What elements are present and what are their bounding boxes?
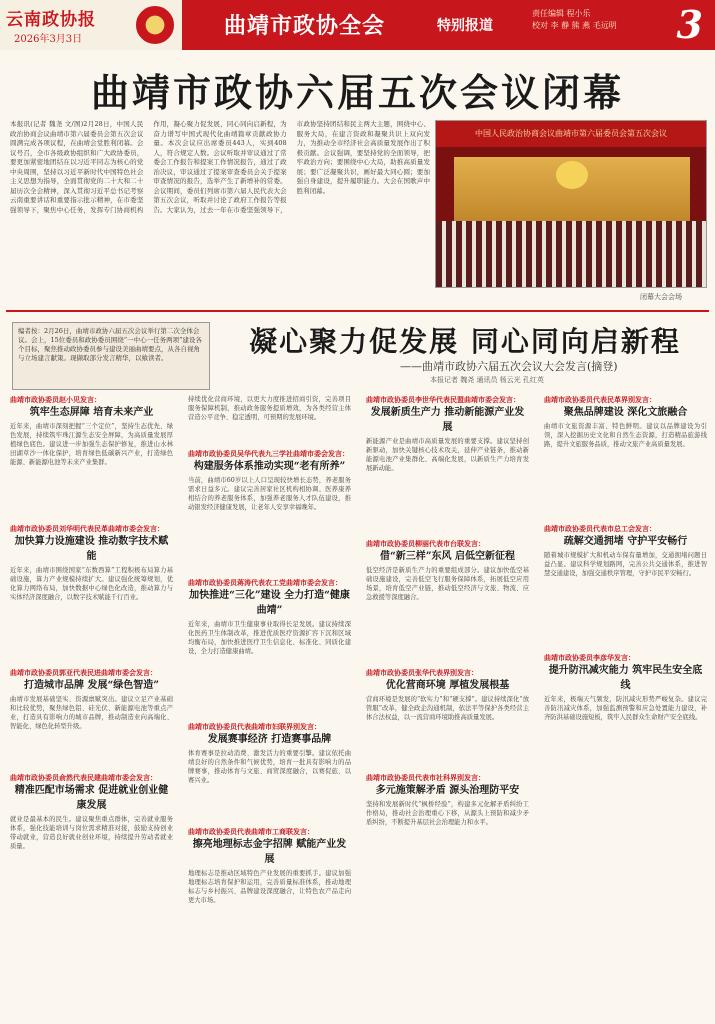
section-band (182, 0, 715, 50)
speaker-label: 曲靖市政协委员吴华代表九三学社曲靖市委会发言： (188, 449, 349, 458)
speech-item (188, 578, 351, 716)
speech-column (188, 395, 351, 1020)
speech-item (544, 524, 707, 647)
speech-body: 近年来，极端天气频发，防汛减灾形势严峻复杂。建议完善防汛减灾体系，加强监测预警和应急处置能力建设，补齐防洪基础设施短板，筑牢人民群众生命财产安全底线。 (544, 696, 707, 721)
speech-column (366, 395, 529, 1020)
editor-credit-line: 责任编辑 程小乐 (532, 9, 591, 18)
speaker-label: 曲靖市政协委员刘华明代表民革曲靖市委会发言： (10, 524, 164, 533)
main-headline: 曲靖市政协六届五次会议闭幕 (90, 70, 624, 115)
speech-title: 提升防汛减灾能力 筑牢民生安全底线 (548, 665, 703, 691)
editor-credits (532, 8, 617, 32)
speech-title: 筑牢生态屏障 培育未来产业 (29, 407, 154, 418)
speech-item (544, 395, 707, 518)
speech-item (366, 773, 529, 872)
conference-photo (435, 120, 707, 288)
speech-body: 地理标志是推动区域特色产业发展的重要抓手。建议加强地理标志培育保护和运用，完善质量标准体系，推动地理标志与乡村振兴、品牌建设深度融合，让特色农产品走向更大市场。 (188, 870, 351, 904)
speaker-label: 曲靖市政协委员张华代表界别发言： (366, 668, 478, 677)
speech-body: 当前，曲靖市60岁以上人口呈现较快增长态势，养老服务需求日益多元。建议完善居家社区机构相协调、医养康养相结合的养老服务体系，加强养老服务人才队伍建设，推动银发经济健康发展，让老年人安享幸福晚年。 (188, 477, 351, 511)
speech-title: 借“新三样”东风 启低空新征程 (380, 551, 515, 562)
speech-title: 构建服务体系推动实现“老有所养” (193, 461, 346, 472)
speaker-label: 曲靖市政协委员代表曲靖市妇联界别发言： (188, 722, 321, 731)
speech-item (366, 668, 529, 767)
speaker-label: 曲靖市政协委员代表市总工会发言： (544, 524, 656, 533)
speech-body: 体育赛事是拉动消费、激发活力的重要引擎。建议依托曲靖良好的自然条件和气候优势，培育一批具有影响力的品牌赛事，推动体育与文旅、商贸深度融合，以赛促旅、以赛兴业。 (188, 750, 351, 784)
speaker-label: 曲靖市政协委员柳丽代表市台联发言： (366, 539, 485, 548)
speaker-label: 曲靖市政协委员李世华代表民盟曲靖市委会发言： (366, 395, 520, 404)
editor-credit-line: 校对 李 静 熊 燕 毛远明 (532, 21, 617, 30)
speech-grid (10, 395, 707, 1020)
speech-title: 发展赛事经济 打造赛事品牌 (207, 734, 332, 745)
section-divider (6, 310, 709, 312)
speech-item (188, 449, 351, 572)
speech-column (544, 395, 707, 1020)
speech-headline: 凝心聚力促发展 同心同向启新程 (249, 325, 681, 358)
speech-item (188, 722, 351, 821)
speech-title: 打造城市品牌 发展“绿色智造” (24, 680, 159, 691)
emblem-graphic (556, 161, 588, 189)
special-report-label: 特别报道 (437, 18, 493, 34)
speech-body: 新能源产业是曲靖市高质量发展的重要支撑。建议坚持创新驱动，加快关键核心技术攻关，延伸产业链条，推动新能源电池产业集群化、高端化发展，以新质生产力培育发展新动能。 (366, 438, 529, 472)
speech-title: 多元施策解矛盾 源头治理防平安 (375, 785, 520, 796)
speech-title: 发展新质生产力 推动新能源产业发展 (370, 407, 525, 433)
speech-item (10, 773, 173, 887)
issue-date: 2026年3月3日 (14, 34, 83, 45)
speech-body: 随着城市规模扩大和机动车保有量增加，交通拥堵问题日益凸显。建议科学规划路网，完善公共交通体系，推进智慧交通建设，加强交通秩序管理，守护市民平安畅行。 (544, 552, 707, 577)
speech-title: 加快算力设施建设 推动数字技术赋能 (14, 536, 169, 562)
speech-title: 聚焦品牌建设 深化文旅融合 (563, 407, 688, 418)
speech-column (10, 395, 173, 1020)
speech-item (188, 395, 351, 443)
speech-item (10, 668, 173, 767)
speech-item (366, 539, 529, 662)
speech-title: 擦亮地理标志金字招牌 赋能产业发展 (192, 839, 347, 865)
speech-subtitle: ——曲靖市政协六届五次会议大会发言(摘登) (400, 360, 618, 373)
speaker-label: 曲靖市政协委员蒋涛代表农工党曲靖市委会发言： (188, 578, 342, 587)
section-title: 曲靖市政协全会 (224, 13, 386, 39)
speech-item (188, 827, 351, 941)
speaker-label: 曲靖市政协委员郭亚代表民进曲靖市委会发言： (10, 668, 157, 677)
cppcc-emblem-icon (136, 6, 174, 44)
speech-byline: 本报记者 魏尧 通讯员 杨云光 孔红英 (430, 376, 544, 384)
speaker-label: 曲靖市政协委员李彦华发言： (544, 653, 635, 662)
speech-body: 低空经济是新质生产力的重要组成部分。建议加快低空基础设施建设，完善低空飞行服务保障体系，拓展低空应用场景，培育低空产业链，推动低空经济与文旅、物流、应急救援等深度融合。 (366, 567, 529, 601)
speech-body: 就业是最基本的民生。建议聚焦重点群体，完善就业服务体系，强化技能培训与岗位需求精准对接，鼓励支持创业带动就业，营造良好就业创业环境，持续提升劳动者就业质量。 (10, 816, 173, 850)
speech-title: 优化营商环境 厚植发展根基 (385, 680, 510, 691)
speaker-label: 曲靖市政协委员代表曲靖市工商联发言： (188, 827, 314, 836)
page-number: 3 (676, 2, 703, 47)
speaker-label: 曲靖市政协委员赵小见发言： (10, 395, 101, 404)
speech-item (366, 395, 529, 533)
speaker-label: 曲靖市政协委员俞然代表民建曲靖市委会发言： (10, 773, 157, 782)
photo-caption: 闭幕大会会场 (640, 293, 682, 301)
speaker-label: 曲靖市政协委员代表民革界别发言： (544, 395, 656, 404)
speech-title: 精准匹配市场需求 促进就业创业健康发展 (14, 785, 169, 811)
lead-article-body: 本报讯(记者 魏尧 文/图)2月28日，中国人民政治协商会议曲靖市第六届委员会第五次会议圆满完成各项议程，在曲靖会堂胜利闭幕。会议号召，全市各级政协组织和广大政协委员，要更加紧密地团结在以习近平同志为核心的党中央周围，坚持以习近平新时代中国特色社会主义思想为指导，全面贯彻党的二十大和二十届历次全会精神，深入贯彻习近平总书记考察云南重要讲话和重要指示批示精神，在市委坚强领导下，聚焦中心任务，发挥专门协商机构作用，凝心聚力促发展，同心同向启新程，为奋力谱写中国式现代化曲靖篇章贡献政协力量。本次会议应出席委员443人，实到408人，符合规定人数。会议听取并审议通过了常委会工作报告和提案工作情况报告，通过了政治决议，审议通过了提案审查委员会关于提案审查情况的报告，选举产生了新增补的常委。会议期间，委员们列席市第六届人民代表大会第五次会议，听取并讨论了政府工作报告等报告。大家认为，过去一年在市委坚强领导下，市政协坚持团结和民主两大主题，围绕中心、服务大局，在建言资政和凝聚共识上双向发力，为推动全市经济社会高质量发展作出了积极贡献。会议强调，要坚持党的全面领导，把牢政治方向；要围绕中心大局，助推高质量发展；要广泛凝聚共识，画好最大同心圆；要加强自身建设，提升履职能力。大会在国歌声中胜利闭幕。 (10, 120, 430, 214)
speech-body: 近年来，曲靖市卫生健康事业取得长足发展。建议持续深化医药卫生体制改革，推进优质医疗资源扩容下沉和区域均衡布局，加快推进医疗卫生信息化、标准化、同质化建设，全力打造健康曲靖。 (188, 621, 351, 655)
editor-note: 编者按：2月26日，曲靖市政协六届五次会议举行第二次全体会议。会上，15位委员和政协委员围绕“一中心一任务两项”建设各个目标，聚焦推动政协委员参与建设美丽曲靖要点，从各自视角与立场建言献策。现撷取部分发言精华，以飨读者。 (12, 322, 210, 390)
speech-body: 近年来，曲靖市围绕国家“东数西算”工程积极布局算力基础设施，算力产业规模持续扩大。建议强化统筹规划，优化算力网络布局，加快数据中心绿色化改造，推动算力与实体经济深度融合，以数字技术赋能千行百业。 (10, 567, 173, 601)
paper-name: 云南政协报 (6, 10, 96, 30)
speech-body: 营商环境是发展的“软实力”和“硬支撑”。建议持续深化“放管服”改革，健全政企沟通机制，依法平等保护各类经营主体合法权益，以一流营商环境助推高质量发展。 (366, 696, 529, 721)
speech-body: 持续优化营商环境，以更大力度推进招商引资，完善项目服务保障机制，推动政务服务提质增效，为各类经营主体营造公平竞争、稳定透明、可预期的发展环境。 (188, 396, 351, 421)
speech-item (10, 524, 173, 662)
speech-title: 疏解交通拥堵 守护平安畅行 (563, 536, 688, 547)
speech-body: 坚持和发展新时代“枫桥经验”，构建多元化解矛盾纠纷工作格局，推动社会治理重心下移，从源头上预防和减少矛盾纠纷，不断提升基层社会治理能力和水平。 (366, 801, 529, 826)
speech-title: 加快推进“三化”建设 全力打造“健康曲靖” (189, 590, 350, 616)
audience-graphic (436, 221, 706, 288)
speech-body: 曲靖市发展基础坚实、资源禀赋突出。建议立足产业基础和比较优势，聚焦绿色铝、硅光伏、新能源电池等重点产业，打造具有影响力的城市品牌，推动制造业向高端化、智能化、绿色化转型升级。 (10, 696, 173, 730)
photo-banner: 中国人民政治协商会议曲靖市第六届委员会第五次会议 (436, 121, 706, 147)
speech-body: 近年来，曲靖市深刻把握“三个定位”，坚持生态优先、绿色发展，持续筑牢珠江源生态安全屏障，为高质量发展厚植绿色底色。建议进一步加强生态保护修复，推进山水林田湖草沙一体化保护，培育绿色低碳新兴产业，打造绿色能源、新能源电池等未来产业集群。 (10, 423, 173, 466)
speech-body: 曲靖市文旅资源丰富、特色鲜明。建议以品牌建设为引领，深入挖掘历史文化和自然生态资源，打造精品旅游线路，提升文旅服务品质，推动文旅产业高质量发展。 (544, 423, 707, 448)
speech-item (544, 653, 707, 791)
speech-item (10, 395, 173, 518)
speaker-label: 曲靖市政协委员代表市社科界别发言： (366, 773, 485, 782)
